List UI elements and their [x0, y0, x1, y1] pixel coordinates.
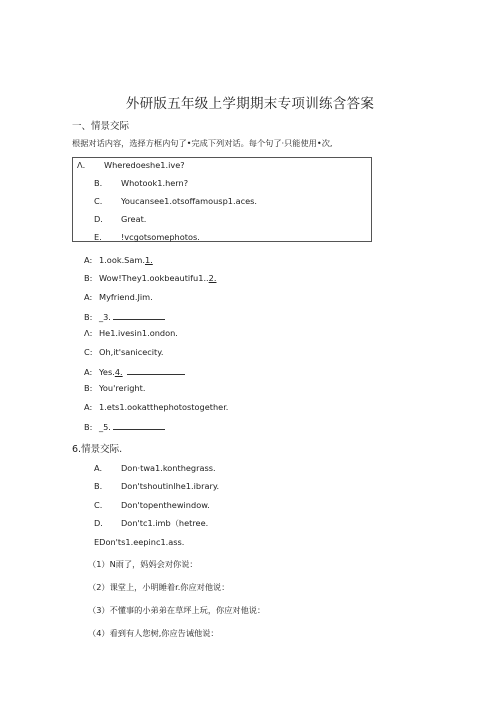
dialogue-line: A: 1.ook.Sam.1.: [84, 255, 153, 265]
answer-blank[interactable]: [127, 365, 185, 375]
section1-instruction: 根据对话内容，选择方框内句了•完成下列对话。每个句了·只能使用•次,: [72, 138, 333, 148]
option-e: E. !vcgotsomephotos.: [94, 232, 200, 242]
section2-option: D. Don'tc1.imb（hetree.: [94, 518, 209, 528]
question-item: （4）看到有人您树,你应告诫他说：: [88, 628, 219, 638]
question-item: （2）课堂上，小明睡着r.你应对他说：: [88, 582, 230, 592]
option-b: B. Whotook1.hern?: [94, 178, 189, 188]
option-d: D. Great.: [94, 214, 147, 224]
dialogue-line: C: Oh,it'sanicecity.: [84, 347, 164, 357]
dialogue-line: A: 1.ets1.ookatthephotostogether.: [84, 402, 229, 412]
dialogue-line: B: You'reright.: [84, 383, 146, 393]
answer-blank[interactable]: [113, 310, 165, 320]
dialogue-line: A: Yes.4.: [84, 365, 185, 377]
dialogue-line: B: _3.: [84, 310, 165, 322]
dialogue-line: B: _5.: [84, 420, 165, 432]
answer-blank[interactable]: [113, 420, 165, 430]
dialogue-line: B: Wow!They1.ookbeautifu1..2.: [84, 273, 217, 283]
page-title: 外研版五年级上学期期末专项训练含答案: [125, 96, 375, 112]
section2-option-e: EDon'ts1.eepinc1.ass.: [94, 537, 185, 547]
section2-option: B. Don'tshoutinlhe1.ibrary.: [94, 481, 220, 491]
section1-heading: 一、情景交际: [72, 121, 130, 132]
section2-option: C. Don'topenthewindow.: [94, 500, 210, 510]
dialogue-line: A: Myfriend.Jim.: [84, 292, 153, 302]
section2-option: A. Don·twa1.konthegrass.: [94, 463, 216, 473]
dialogue-line: Λ: He1.ivesin1.ondon.: [84, 328, 178, 338]
question-item: （1）N雨了，妈妈会对你说：: [88, 559, 198, 569]
question-item: （3）不懂事的小弟弟在草坪上玩，你应对他说：: [88, 605, 266, 615]
option-c: C. Youcansee1.otsoffamousp1.aces.: [94, 196, 257, 206]
section2-heading: 6.情景交际.: [72, 444, 123, 455]
option-a: Λ. Wheredoeshe1.ive?: [77, 160, 185, 170]
